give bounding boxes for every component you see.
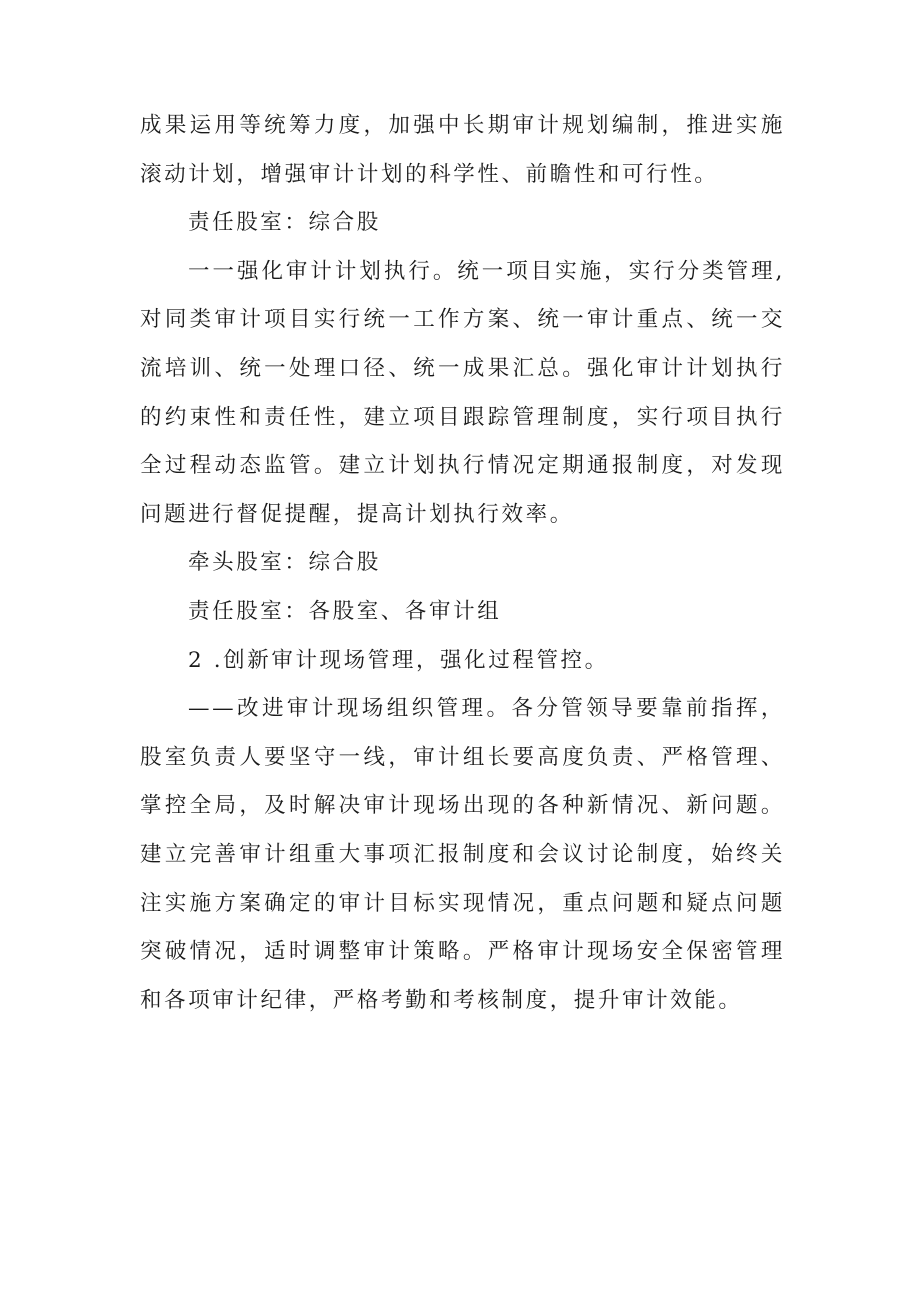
paragraph-plan-execution: 一一强化审计计划执行。统一项目实施，实行分类管理,对同类审计项目实行统一工作方案、统一审计重点、统一交流培训、统一处理口径、统一成果汇总。强化审计计划执行的约束性和责任性，建立项目跟踪管理制度，实行项目执行全过程动态监管。建立计划执行情况定期通报制度，对发现问题进行督促提醒，提高计划执行效率。 [140, 258, 785, 527]
paragraph-planning-continued: 成果运用等统筹力度，加强中长期审计规划编制，推进实施滚动计划，增强审计计划的科学性、前瞻性和可行性。 [140, 113, 785, 187]
paragraph-responsible-office: 责任股室：综合股 [188, 210, 381, 236]
paragraph-responsible-offices: 责任股室：各股室、各审计组 [188, 598, 502, 624]
section-heading-site-management: 2 .创新审计现场管理，强化过程管控。 [188, 647, 609, 673]
paragraph-site-organization: ——改进审计现场组织管理。各分管领导要靠前指挥，股室负责人要坚守一线，审计组长要高度负责、严格管理、掌控全局，及时解决审计现场出现的各种新情况、新问题。建立完善审计组重大事项汇报制度和会议讨论制度，始终关注实施方案确定的审计目标实现情况，重点问题和疑点问题突破情况，适时调整审计策略。严格审计现场安全保密管理和各项审计纪律，严格考勤和考核制度，提升审计效能。 [140, 696, 785, 1013]
paragraph-lead-office: 牵头股室：综合股 [188, 550, 381, 576]
document-page [140, 102, 785, 1025]
